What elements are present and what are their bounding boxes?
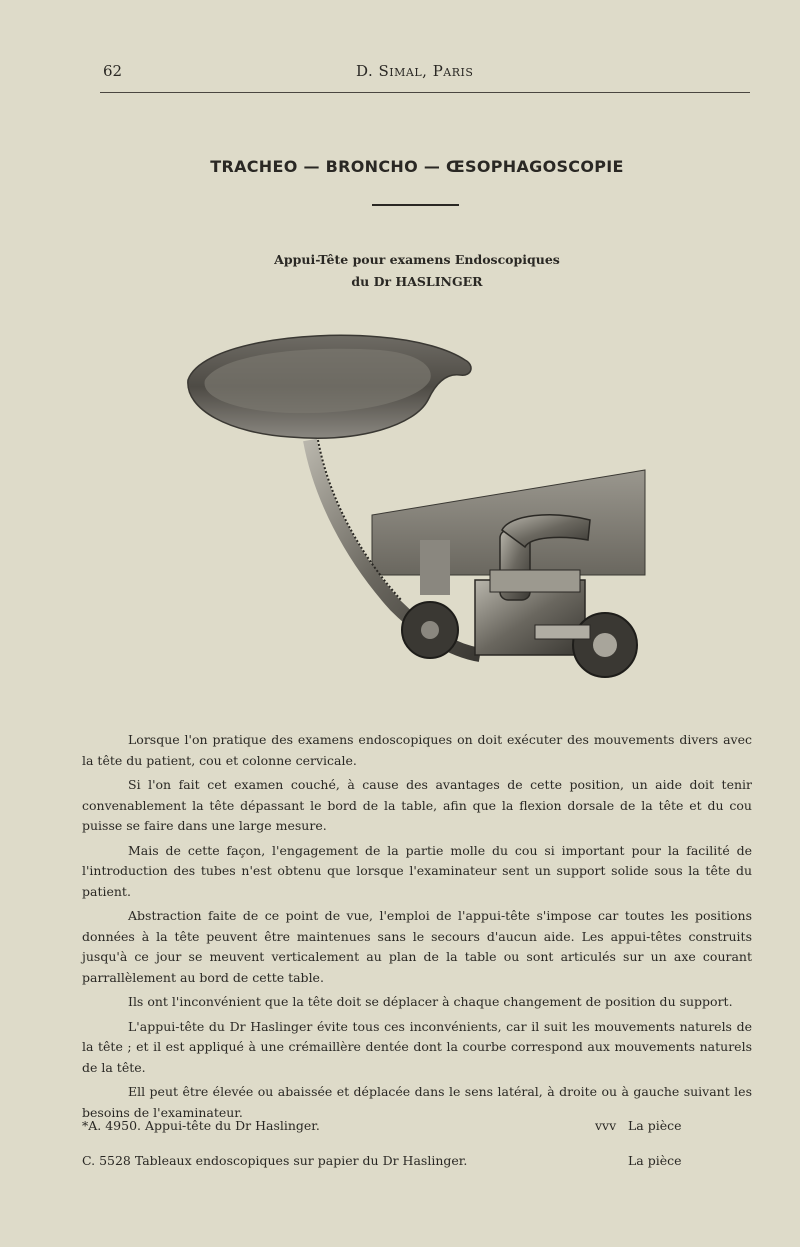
catalog-item — [82, 1153, 687, 1173]
item-reference: *A. 4950. Appui-tête du Dr Haslinger. — [82, 1118, 320, 1133]
section-title: TRACHEO — BRONCHO — ŒSOPHAGOSCOPIE — [210, 157, 624, 176]
item-price: La pièce — [628, 1153, 682, 1168]
page-header — [100, 62, 750, 86]
body-paragraph: Lorsque l'on pratique des examens endoscopiques on doit exécuter des mouvements divers avec la tête du patient, cou et colonne cervicale. — [82, 732, 752, 768]
body-paragraph: Ils ont l'inconvénient que la tête doit se déplacer à chaque changement de position du support. — [128, 994, 733, 1009]
body-paragraph: Ell peut être élevée ou abaissée et déplacée dans le sens latéral, à droite ou à gauche suivant les besoins de l'examinateur. — [82, 1084, 752, 1120]
body-text — [82, 730, 752, 1127]
product-subtitle-line-2: du Dr HASLINGER — [351, 274, 483, 289]
page-number: 62 — [103, 62, 123, 80]
body-paragraph: Abstraction faite de ce point de vue, l'emploi de l'appui-tête s'impose car toutes les positions données à la tête peuvent être maintenues sans le secours d'aucun aide. Les appui-têtes construits jusqu'à ce jour se meuvent verticalement au plan de la table ou sont articulés sur un axe courant parrallèlement au bord de cette table. — [82, 908, 752, 985]
header-rule — [100, 92, 750, 93]
body-paragraph: Mais de cette façon, l'engagement de la partie molle du cou si important pour la facilité de l'introduction des tubes n'est obtenu que lorsque l'examinateur sent un support solide sous la tête du patient. — [82, 842, 752, 899]
body-paragraph: Si l'on fait cet examen couché, à cause des avantages de cette position, un aide doit tenir convenablement la tête dépassant le bord de la table, afin que la flexion dorsale de la tête et du cou puisse se faire dans une large mesure. — [82, 777, 752, 833]
item-price: La pièce — [628, 1118, 682, 1133]
head-rest-device-illustration — [180, 325, 650, 700]
product-subtitle-line-1: Appui-Tête pour examens Endoscopiques — [274, 252, 560, 267]
item-price-code: vvv — [595, 1118, 617, 1133]
body-paragraph: L'appui-tête du Dr Haslinger évite tous ces inconvénients, car il suit les mouvements naturels de la tête ; et il est appliqué à une crémaillère dentée dont la courbe correspond aux mouvements naturels de la tête. — [82, 1018, 752, 1075]
item-reference: C. 5528 Tableaux endoscopiques sur papier du Dr Haslinger. — [82, 1153, 468, 1168]
catalog-item — [82, 1118, 687, 1138]
title-rule — [372, 204, 459, 206]
running-title: D. Simal, Paris — [356, 62, 474, 80]
